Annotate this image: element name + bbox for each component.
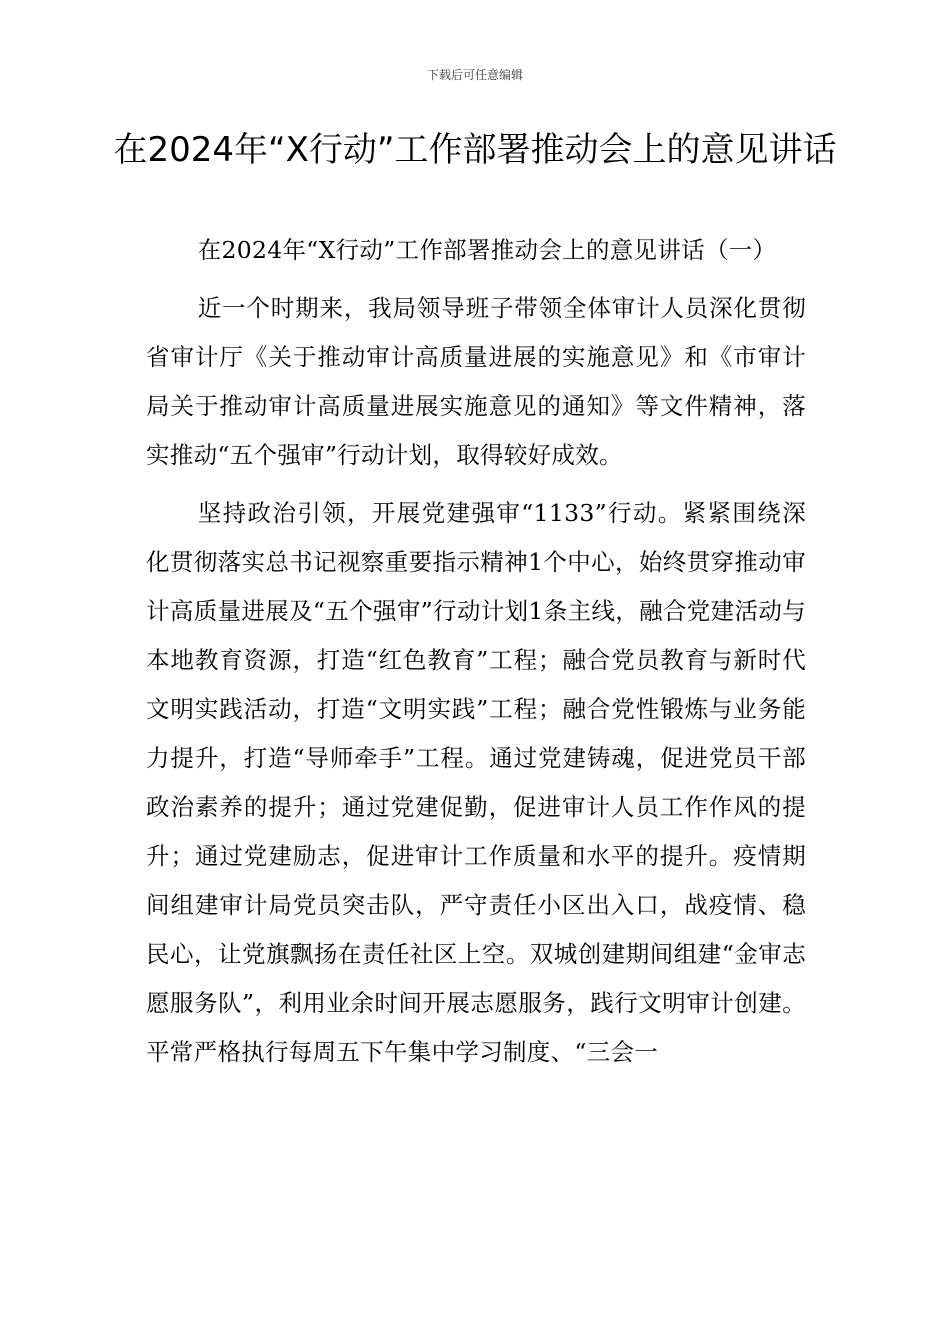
header-note: 下载后可任意编辑: [426, 68, 523, 82]
paragraph-2: 坚持政治引领，开展党建强审“1133”行动。紧紧围绕深化贯彻落实总书记视察重要指示精神1个中心，始终贯穿推动审计高质量进展及“五个强审”行动计划1条主线，融合党建活动与本地教育资源，打造“红色教育”工程；融合党员教育与新时代文明实践活动，打造“文明实践”工程；融合党性锻炼与业务能力提升，打造“导师牵手”工程。通过党建铸魂，促进党员干部政治素养的提升；通过党建促勤，促进审计人员工作作风的提升；通过党建励志，促进审计工作质量和水平的提升。疫情期间组建审计局党员突击队，严守责任小区出入口，战疫情、稳民心，让党旗飘扬在责任社区上空。双城创建期间组建“金审志愿服务队”，利用业余时间开展志愿服务，践行文明审计创建。平常严格执行每周五下午集中学习制度、“三会一: [146, 499, 806, 1066]
document-body: [146, 226, 806, 1086]
document-title: 在2024年“X行动”工作部署推动会上的意见讲话: [113, 130, 837, 170]
paragraph-1: 近一个时期来，我局领导班子带领全体审计人员深化贯彻省审计厅《关于推动审计高质量进展的实施意见》和《市审计局关于推动审计高质量进展实施意见的通知》等文件精神，落实推动“五个强审”行动计划，取得较好成效。: [146, 294, 806, 469]
document-subtitle: 在2024年“X行动”工作部署推动会上的意见讲话（一）: [197, 236, 777, 264]
